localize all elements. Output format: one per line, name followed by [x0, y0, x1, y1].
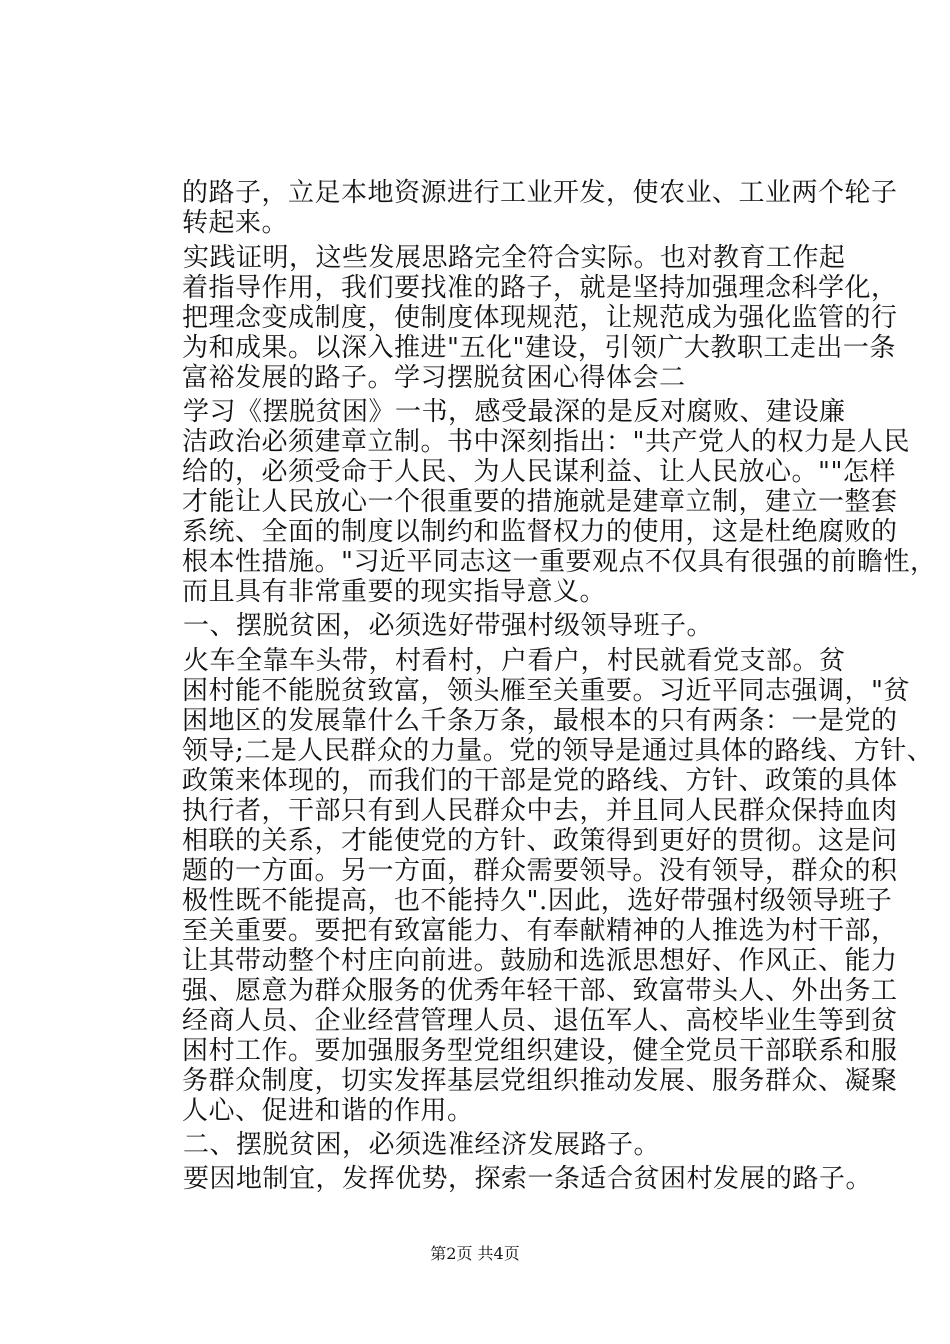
text-line: 才能让人民放心一个很重要的措施就是建章立制，建立一整套 [182, 487, 898, 517]
text-line: 而且具有非常重要的现实指导意义。 [182, 577, 607, 607]
page-footer [0, 1244, 950, 1264]
text-line: 转起来。 [182, 208, 289, 238]
text-line: 困村工作。要加强服务型党组织建设，健全党员干部联系和服 [182, 1036, 898, 1066]
text-line: 政策来体现的，而我们的干部是党的路线、方针、政策的具体 [182, 766, 898, 796]
text-line: 根本性措施。"习近平同志这一重要观点不仅具有很强的前瞻性， [182, 547, 937, 577]
text-line: 极性既不能提高，也不能持久".因此，选好带强村级领导班子 [182, 886, 893, 916]
text-line: 困村能不能脱贫致富，领头雁至关重要。习近平同志强调，"贫 [182, 676, 910, 706]
section-heading-2: 二、摆脱贫困，必须选准经济发展路子。 [183, 1130, 661, 1160]
text-line: 强、愿意为群众服务的优秀年轻干部、致富带头人、外出务工 [182, 976, 898, 1006]
text-line: 执行者，干部只有到人民群众中去，并且同人民群众保持血肉 [182, 796, 898, 826]
text-line: 洁政治必须建章立制。书中深刻指出："共产党人的权力是人民 [182, 427, 910, 457]
text-line: 把理念变成制度，使制度体现规范，让规范成为强化监管的行 [182, 303, 898, 333]
text-line: 系统、全面的制度以制约和监督权力的使用，这是杜绝腐败的 [182, 517, 898, 547]
text-line: 的路子，立足本地资源进行工业开发，使农业、工业两个轮子 [182, 178, 898, 208]
page-number: 第2页 共4页 [430, 1244, 520, 1263]
section-heading-1: 一、摆脱贫困，必须选好带强村级领导班子。 [183, 611, 714, 641]
text-line: 人心、促进和谐的作用。 [182, 1096, 474, 1126]
paragraph-first-line: 学习《摆脱贫困》一书，感受最深的是反对腐败、建设廉 [183, 397, 846, 427]
text-line: 务群众制度，切实发挥基层党组织推动发展、服务群众、凝聚 [182, 1066, 898, 1096]
text-line: 为和成果。以深入推进"五化"建设，引领广大教职工走出一条 [182, 333, 896, 363]
text-line: 领导;二是人民群众的力量。党的领导是通过具体的路线、方针、 [182, 736, 934, 766]
paragraph-first-line: 火车全靠车头带，村看村，户看户，村民就看党支部。贫 [183, 646, 846, 676]
text-line: 经商人员、企业经营管理人员、退伍军人、高校毕业生等到贫 [182, 1006, 898, 1036]
text-line: 题的一方面。另一方面，群众需要领导。没有领导，群众的积 [182, 856, 898, 886]
text-line: 困地区的发展靠什么千条万条，最根本的只有两条：一是党的 [182, 706, 898, 736]
text-line: 着指导作用，我们要找准的路子，就是坚持加强理念科学化， [182, 273, 898, 303]
text-line: 给的，必须受命于人民、为人民谋利益、让人民放心。""怎样 [182, 457, 896, 487]
text-line: 至关重要。要把有致富能力、有奉献精神的人推选为村干部， [182, 916, 898, 946]
text-line: 富裕发展的路子。学习摆脱贫困心得体会二 [182, 363, 686, 393]
text-line: 让其带动整个村庄向前进。鼓励和选派思想好、作风正、能力 [182, 946, 898, 976]
text-line: 相联的关系，才能使党的方针、政策得到更好的贯彻。这是问 [182, 826, 898, 856]
paragraph-first-line: 要因地制宜，发挥优势，探索一条适合贫困村发展的路子。 [183, 1164, 873, 1194]
paragraph-first-line: 实践证明，这些发展思路完全符合实际。也对教育工作起 [183, 243, 846, 273]
